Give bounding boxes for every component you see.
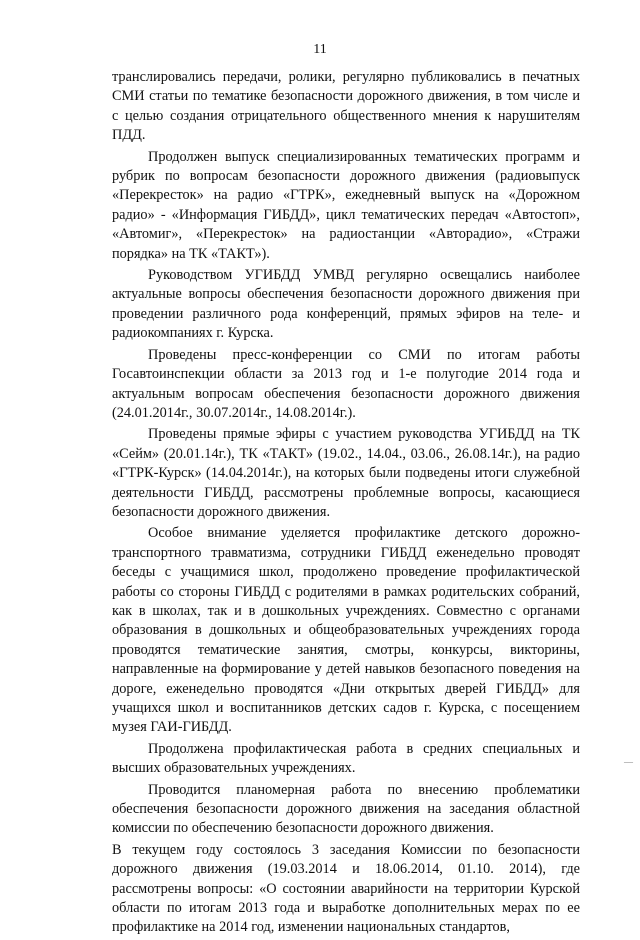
paragraph-7: Продолжена профилактическая работа в средних специальных и высших образовательных учреждениях.: [112, 740, 580, 777]
paragraph-1: транслировались передачи, ролики, регулярно публиковались в печатных СМИ статьи по тематике безопасности дорожного движения, в том числе и с целью создания отрицательного общественного мнения к нарушителям ПДД.: [112, 69, 580, 144]
paragraph-5: Проведены прямые эфиры с участием руководства УГИБДД на ТК «Сейм» (20.01.14г.), ТК «ТАКТ» (19.02., 14.04., 03.06., 26.08.14г.), на радио «ГТРК-Курск» (14.04.2014г.), на которых были подведены итоги служебной деятельности ГИБДД, рассмотрены проблемные вопросы, касающиеся безопасности дорожного движения.: [112, 426, 580, 520]
paragraph-2: Продолжен выпуск специализированных тематических программ и рубрик по вопросам безопасности дорожного движения (радиовыпуск «Перекресток» на радио «ГТРК», ежедневный выпуск на «Дорожном радио» - «Информация ГИБДД», цикл тематических передач «Автостоп», «Автомиг», «Перекресток» на радиостанции «Авторадио», «Стражи порядка» на ТК «ТАКТ»).: [112, 148, 580, 262]
document-body: [112, 68, 580, 940]
paragraph-4: Проведены пресс-конференции со СМИ по итогам работы Госавтоинспекции области за 2013 год и 1-е полугодие 2014 года и актуальным вопросам обеспечения безопасности дорожного движения (24.01.2014г., 30.07.2014г., 14.08.2014г.).: [112, 346, 580, 421]
paragraph-8: Проводится планомерная работа по внесению проблематики обеспечения безопасности дорожного движения на заседания областной комиссии по обеспечению безопасности дорожного движения.: [112, 781, 580, 837]
paragraph-3: Руководством УГИБДД УМВД регулярно освещались наиболее актуальные вопросы обеспечения безопасности дорожного движения при проведении различного рода конференций, прямых эфиров на теле- и радиокомпаниях г. Курска.: [112, 267, 580, 342]
paragraph-6: Особое внимание уделяется профилактике детского дорожно-транспортного травматизма, сотрудники ГИБДД еженедельно проводят беседы с учащимися школ, продолжено проведение профилактической работы со стороны ГИБДД с родителями в рамках родительских собраний, как в школах, так и в дошкольных учреждениях. Совместно с органами образования в дошкольных и общеобразовательных учреждениях города проводятся тематические занятия, смотры, конкурсы, викторины, направленные на формирование у детей навыков безопасного поведения на дороге, еженедельно проводятся «Дни открытых дверей ГИБДД» для учащихся школ и воспитанников детских садов г. Курска, с посещением музея ГАИ-ГИБДД.: [112, 525, 580, 736]
margin-mark: —: [624, 757, 633, 767]
paragraph-9: В текущем году состоялось 3 заседания Комиссии по безопасности дорожного движения (19.03.2014 и 18.06.2014, 01.10. 2014), где рассмотрены вопросы: «О состоянии аварийности на территории Курской области по итогам 2013 года и выработке дополнительных мерах по ее профилактике на 2014 год, изменении национальных стандартов,: [112, 841, 580, 936]
page-number: 11: [313, 42, 327, 57]
